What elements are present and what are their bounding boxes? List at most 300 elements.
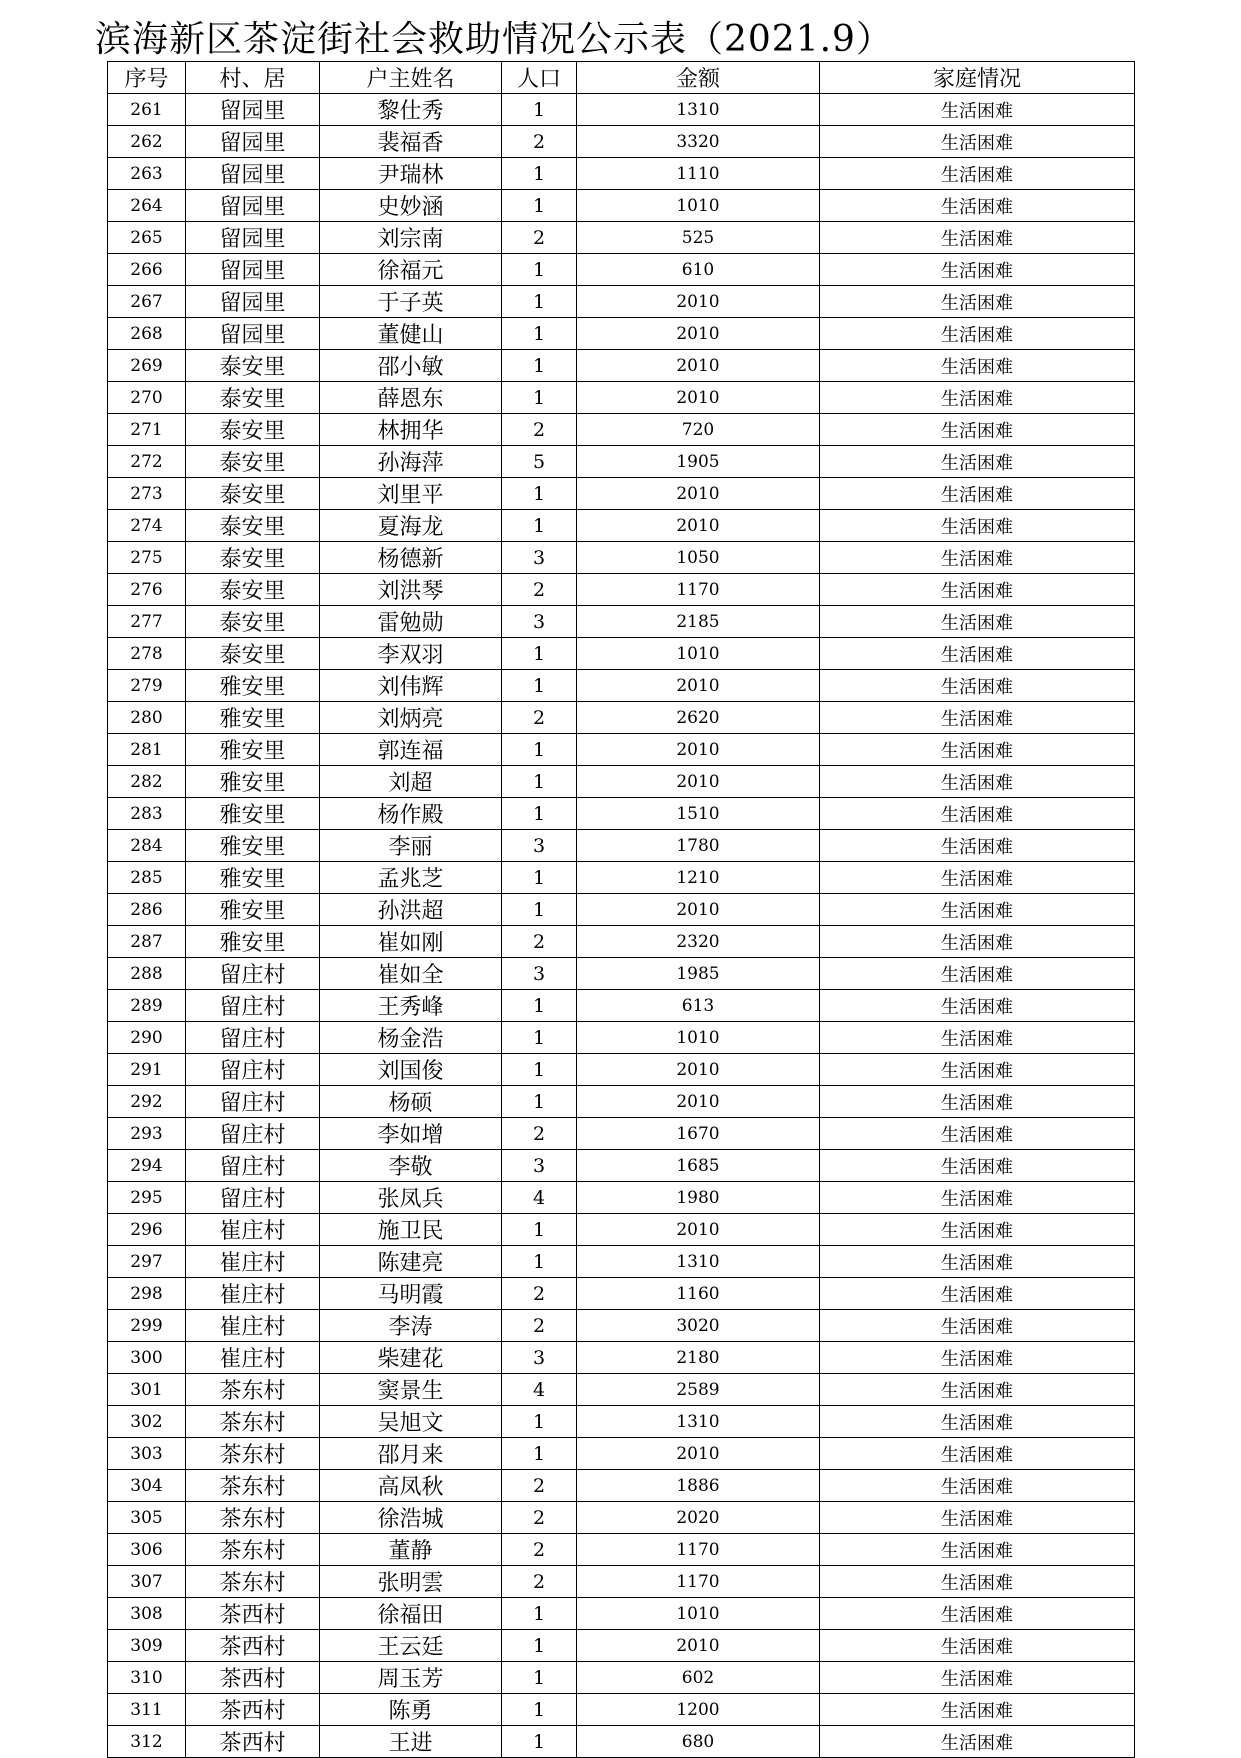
cell-seq: 270 xyxy=(108,382,186,414)
cell-situation: 生活困难 xyxy=(820,542,1135,574)
cell-amount: 525 xyxy=(577,222,820,254)
cell-householder: 柴建花 xyxy=(320,1342,502,1374)
cell-village: 雅安里 xyxy=(186,734,320,766)
cell-village: 泰安里 xyxy=(186,446,320,478)
cell-situation: 生活困难 xyxy=(820,1182,1135,1214)
cell-seq: 284 xyxy=(108,830,186,862)
cell-householder: 刘国俊 xyxy=(320,1054,502,1086)
cell-householder: 孙海萍 xyxy=(320,446,502,478)
cell-seq: 299 xyxy=(108,1310,186,1342)
cell-situation: 生活困难 xyxy=(820,222,1135,254)
cell-village: 留园里 xyxy=(186,94,320,126)
cell-situation: 生活困难 xyxy=(820,894,1135,926)
cell-village: 茶西村 xyxy=(186,1630,320,1662)
cell-population: 1 xyxy=(502,1726,577,1758)
cell-population: 2 xyxy=(502,1278,577,1310)
cell-amount: 2010 xyxy=(577,510,820,542)
cell-population: 1 xyxy=(502,1406,577,1438)
cell-village: 雅安里 xyxy=(186,702,320,734)
table-row xyxy=(108,574,1135,606)
table-row xyxy=(108,126,1135,158)
table-row xyxy=(108,1598,1135,1630)
cell-seq: 293 xyxy=(108,1118,186,1150)
cell-seq: 274 xyxy=(108,510,186,542)
table-row xyxy=(108,1406,1135,1438)
cell-population: 1 xyxy=(502,478,577,510)
table-row xyxy=(108,1662,1135,1694)
cell-amount: 1170 xyxy=(577,1566,820,1598)
cell-seq: 307 xyxy=(108,1566,186,1598)
cell-situation: 生活困难 xyxy=(820,734,1135,766)
table-row xyxy=(108,1246,1135,1278)
cell-householder: 窦景生 xyxy=(320,1374,502,1406)
table-row xyxy=(108,158,1135,190)
table-row xyxy=(108,926,1135,958)
cell-seq: 294 xyxy=(108,1150,186,1182)
cell-village: 茶西村 xyxy=(186,1598,320,1630)
cell-situation: 生活困难 xyxy=(820,1086,1135,1118)
cell-village: 泰安里 xyxy=(186,478,320,510)
table-row xyxy=(108,478,1135,510)
cell-amount: 2010 xyxy=(577,318,820,350)
cell-amount: 2010 xyxy=(577,894,820,926)
table-row xyxy=(108,1502,1135,1534)
table-row xyxy=(108,1278,1135,1310)
cell-householder: 董健山 xyxy=(320,318,502,350)
cell-amount: 720 xyxy=(577,414,820,446)
cell-amount: 2010 xyxy=(577,766,820,798)
cell-village: 雅安里 xyxy=(186,862,320,894)
cell-population: 1 xyxy=(502,1630,577,1662)
cell-situation: 生活困难 xyxy=(820,1598,1135,1630)
cell-situation: 生活困难 xyxy=(820,286,1135,318)
cell-householder: 裴福香 xyxy=(320,126,502,158)
cell-village: 雅安里 xyxy=(186,926,320,958)
cell-village: 泰安里 xyxy=(186,382,320,414)
cell-householder: 林拥华 xyxy=(320,414,502,446)
cell-population: 2 xyxy=(502,222,577,254)
cell-amount: 610 xyxy=(577,254,820,286)
cell-village: 茶东村 xyxy=(186,1470,320,1502)
cell-seq: 297 xyxy=(108,1246,186,1278)
header-situation: 家庭情况 xyxy=(820,62,1135,94)
cell-village: 茶东村 xyxy=(186,1438,320,1470)
header-row xyxy=(108,62,1135,94)
cell-situation: 生活困难 xyxy=(820,478,1135,510)
cell-householder: 刘伟辉 xyxy=(320,670,502,702)
cell-population: 3 xyxy=(502,606,577,638)
cell-village: 留庄村 xyxy=(186,1086,320,1118)
cell-village: 雅安里 xyxy=(186,670,320,702)
table-row xyxy=(108,1118,1135,1150)
cell-householder: 薛恩东 xyxy=(320,382,502,414)
cell-householder: 董静 xyxy=(320,1534,502,1566)
table-row xyxy=(108,1694,1135,1726)
cell-amount: 1200 xyxy=(577,1694,820,1726)
cell-situation: 生活困难 xyxy=(820,1118,1135,1150)
cell-village: 茶西村 xyxy=(186,1662,320,1694)
cell-village: 茶东村 xyxy=(186,1406,320,1438)
cell-village: 留庄村 xyxy=(186,1182,320,1214)
cell-amount: 1905 xyxy=(577,446,820,478)
cell-householder: 郭连福 xyxy=(320,734,502,766)
cell-situation: 生活困难 xyxy=(820,446,1135,478)
cell-amount: 2010 xyxy=(577,350,820,382)
cell-population: 1 xyxy=(502,382,577,414)
cell-householder: 李如增 xyxy=(320,1118,502,1150)
cell-population: 1 xyxy=(502,1054,577,1086)
cell-population: 2 xyxy=(502,1566,577,1598)
cell-amount: 2010 xyxy=(577,286,820,318)
cell-seq: 264 xyxy=(108,190,186,222)
cell-situation: 生活困难 xyxy=(820,414,1135,446)
cell-situation: 生活困难 xyxy=(820,1566,1135,1598)
header-amount: 金额 xyxy=(577,62,820,94)
table-row xyxy=(108,1374,1135,1406)
cell-householder: 崔如刚 xyxy=(320,926,502,958)
table-row xyxy=(108,446,1135,478)
cell-householder: 于子英 xyxy=(320,286,502,318)
cell-population: 1 xyxy=(502,766,577,798)
table-row xyxy=(108,1726,1135,1758)
cell-amount: 1310 xyxy=(577,1406,820,1438)
cell-situation: 生活困难 xyxy=(820,1406,1135,1438)
table-row xyxy=(108,1438,1135,1470)
cell-amount: 2010 xyxy=(577,382,820,414)
cell-amount: 1050 xyxy=(577,542,820,574)
cell-seq: 303 xyxy=(108,1438,186,1470)
cell-village: 留庄村 xyxy=(186,1022,320,1054)
cell-seq: 300 xyxy=(108,1342,186,1374)
table-row xyxy=(108,734,1135,766)
cell-seq: 305 xyxy=(108,1502,186,1534)
cell-village: 留园里 xyxy=(186,222,320,254)
cell-householder: 李敬 xyxy=(320,1150,502,1182)
cell-situation: 生活困难 xyxy=(820,126,1135,158)
cell-village: 留庄村 xyxy=(186,1054,320,1086)
table-row xyxy=(108,510,1135,542)
cell-population: 1 xyxy=(502,1086,577,1118)
cell-population: 1 xyxy=(502,1694,577,1726)
cell-householder: 邵月来 xyxy=(320,1438,502,1470)
cell-village: 留园里 xyxy=(186,158,320,190)
cell-situation: 生活困难 xyxy=(820,1342,1135,1374)
cell-householder: 李涛 xyxy=(320,1310,502,1342)
table-row xyxy=(108,638,1135,670)
cell-village: 泰安里 xyxy=(186,350,320,382)
cell-seq: 287 xyxy=(108,926,186,958)
cell-situation: 生活困难 xyxy=(820,1150,1135,1182)
cell-situation: 生活困难 xyxy=(820,766,1135,798)
cell-householder: 高凤秋 xyxy=(320,1470,502,1502)
cell-population: 3 xyxy=(502,542,577,574)
cell-situation: 生活困难 xyxy=(820,926,1135,958)
cell-population: 1 xyxy=(502,1246,577,1278)
cell-population: 1 xyxy=(502,286,577,318)
cell-householder: 周玉芳 xyxy=(320,1662,502,1694)
cell-population: 1 xyxy=(502,1598,577,1630)
cell-situation: 生活困难 xyxy=(820,606,1135,638)
table-row xyxy=(108,766,1135,798)
cell-amount: 2589 xyxy=(577,1374,820,1406)
cell-householder: 尹瑞林 xyxy=(320,158,502,190)
cell-population: 1 xyxy=(502,670,577,702)
table-row xyxy=(108,1150,1135,1182)
table-row xyxy=(108,414,1135,446)
cell-situation: 生活困难 xyxy=(820,382,1135,414)
cell-situation: 生活困难 xyxy=(820,958,1135,990)
cell-situation: 生活困难 xyxy=(820,990,1135,1022)
cell-amount: 1310 xyxy=(577,94,820,126)
table-row xyxy=(108,1470,1135,1502)
header-village: 村、居 xyxy=(186,62,320,94)
table-row xyxy=(108,382,1135,414)
cell-seq: 296 xyxy=(108,1214,186,1246)
cell-amount: 2180 xyxy=(577,1342,820,1374)
cell-householder: 吴旭文 xyxy=(320,1406,502,1438)
cell-householder: 孟兆芝 xyxy=(320,862,502,894)
cell-village: 泰安里 xyxy=(186,574,320,606)
cell-village: 茶东村 xyxy=(186,1534,320,1566)
cell-situation: 生活困难 xyxy=(820,1310,1135,1342)
cell-population: 2 xyxy=(502,926,577,958)
cell-householder: 史妙涵 xyxy=(320,190,502,222)
cell-householder: 徐福田 xyxy=(320,1598,502,1630)
cell-seq: 301 xyxy=(108,1374,186,1406)
cell-population: 1 xyxy=(502,734,577,766)
cell-population: 3 xyxy=(502,1342,577,1374)
table-row xyxy=(108,702,1135,734)
cell-situation: 生活困难 xyxy=(820,702,1135,734)
cell-village: 泰安里 xyxy=(186,606,320,638)
cell-village: 茶西村 xyxy=(186,1726,320,1758)
cell-population: 1 xyxy=(502,510,577,542)
cell-situation: 生活困难 xyxy=(820,1726,1135,1758)
cell-village: 留园里 xyxy=(186,318,320,350)
cell-situation: 生活困难 xyxy=(820,94,1135,126)
cell-population: 1 xyxy=(502,894,577,926)
cell-population: 1 xyxy=(502,350,577,382)
cell-population: 1 xyxy=(502,990,577,1022)
cell-householder: 施卫民 xyxy=(320,1214,502,1246)
cell-seq: 269 xyxy=(108,350,186,382)
cell-population: 1 xyxy=(502,158,577,190)
cell-population: 1 xyxy=(502,1214,577,1246)
cell-population: 1 xyxy=(502,1662,577,1694)
cell-seq: 309 xyxy=(108,1630,186,1662)
cell-seq: 277 xyxy=(108,606,186,638)
cell-seq: 295 xyxy=(108,1182,186,1214)
table-row xyxy=(108,1310,1135,1342)
cell-seq: 290 xyxy=(108,1022,186,1054)
cell-village: 泰安里 xyxy=(186,542,320,574)
table-row xyxy=(108,958,1135,990)
cell-population: 2 xyxy=(502,1118,577,1150)
cell-householder: 黎仕秀 xyxy=(320,94,502,126)
cell-situation: 生活困难 xyxy=(820,190,1135,222)
cell-village: 泰安里 xyxy=(186,414,320,446)
cell-village: 雅安里 xyxy=(186,894,320,926)
cell-amount: 3320 xyxy=(577,126,820,158)
cell-village: 留园里 xyxy=(186,190,320,222)
cell-amount: 1010 xyxy=(577,190,820,222)
cell-amount: 1160 xyxy=(577,1278,820,1310)
cell-amount: 2010 xyxy=(577,1438,820,1470)
relief-table xyxy=(107,61,1135,1758)
cell-population: 2 xyxy=(502,1502,577,1534)
cell-village: 茶东村 xyxy=(186,1502,320,1534)
cell-situation: 生活困难 xyxy=(820,1694,1135,1726)
cell-amount: 613 xyxy=(577,990,820,1022)
cell-amount: 1170 xyxy=(577,1534,820,1566)
cell-amount: 2620 xyxy=(577,702,820,734)
cell-householder: 刘宗南 xyxy=(320,222,502,254)
cell-seq: 282 xyxy=(108,766,186,798)
cell-amount: 602 xyxy=(577,1662,820,1694)
cell-population: 2 xyxy=(502,702,577,734)
cell-amount: 2320 xyxy=(577,926,820,958)
cell-population: 2 xyxy=(502,414,577,446)
header-householder: 户主姓名 xyxy=(320,62,502,94)
table-row xyxy=(108,1182,1135,1214)
table-row xyxy=(108,190,1135,222)
cell-amount: 2010 xyxy=(577,670,820,702)
cell-householder: 张明雲 xyxy=(320,1566,502,1598)
cell-situation: 生活困难 xyxy=(820,254,1135,286)
cell-amount: 2010 xyxy=(577,1214,820,1246)
cell-situation: 生活困难 xyxy=(820,1278,1135,1310)
cell-population: 1 xyxy=(502,190,577,222)
cell-village: 崔庄村 xyxy=(186,1310,320,1342)
cell-seq: 292 xyxy=(108,1086,186,1118)
cell-householder: 王秀峰 xyxy=(320,990,502,1022)
cell-seq: 298 xyxy=(108,1278,186,1310)
cell-householder: 徐浩城 xyxy=(320,1502,502,1534)
cell-householder: 雷勉勋 xyxy=(320,606,502,638)
cell-seq: 278 xyxy=(108,638,186,670)
cell-village: 泰安里 xyxy=(186,638,320,670)
cell-population: 2 xyxy=(502,1534,577,1566)
cell-village: 留庄村 xyxy=(186,1118,320,1150)
cell-amount: 1685 xyxy=(577,1150,820,1182)
cell-situation: 生活困难 xyxy=(820,798,1135,830)
cell-householder: 陈建亮 xyxy=(320,1246,502,1278)
cell-population: 1 xyxy=(502,94,577,126)
cell-situation: 生活困难 xyxy=(820,1374,1135,1406)
cell-seq: 283 xyxy=(108,798,186,830)
cell-amount: 1210 xyxy=(577,862,820,894)
cell-amount: 1985 xyxy=(577,958,820,990)
cell-population: 3 xyxy=(502,1150,577,1182)
cell-seq: 304 xyxy=(108,1470,186,1502)
cell-seq: 261 xyxy=(108,94,186,126)
cell-situation: 生活困难 xyxy=(820,670,1135,702)
cell-population: 1 xyxy=(502,318,577,350)
cell-population: 2 xyxy=(502,574,577,606)
cell-householder: 刘里平 xyxy=(320,478,502,510)
cell-situation: 生活困难 xyxy=(820,862,1135,894)
cell-seq: 273 xyxy=(108,478,186,510)
cell-amount: 1886 xyxy=(577,1470,820,1502)
cell-village: 茶东村 xyxy=(186,1374,320,1406)
table-row xyxy=(108,862,1135,894)
cell-population: 5 xyxy=(502,446,577,478)
cell-seq: 276 xyxy=(108,574,186,606)
table-row xyxy=(108,1214,1135,1246)
cell-situation: 生活困难 xyxy=(820,1534,1135,1566)
cell-amount: 1010 xyxy=(577,638,820,670)
table-row xyxy=(108,350,1135,382)
cell-situation: 生活困难 xyxy=(820,1470,1135,1502)
cell-seq: 306 xyxy=(108,1534,186,1566)
cell-seq: 267 xyxy=(108,286,186,318)
cell-population: 2 xyxy=(502,126,577,158)
table-row xyxy=(108,1630,1135,1662)
cell-amount: 1670 xyxy=(577,1118,820,1150)
cell-amount: 2010 xyxy=(577,1630,820,1662)
cell-village: 留庄村 xyxy=(186,990,320,1022)
cell-situation: 生活困难 xyxy=(820,158,1135,190)
cell-householder: 李丽 xyxy=(320,830,502,862)
cell-village: 崔庄村 xyxy=(186,1214,320,1246)
cell-situation: 生活困难 xyxy=(820,1502,1135,1534)
cell-householder: 夏海龙 xyxy=(320,510,502,542)
header-population: 人口 xyxy=(502,62,577,94)
cell-population: 4 xyxy=(502,1182,577,1214)
cell-situation: 生活困难 xyxy=(820,1054,1135,1086)
cell-householder: 李双羽 xyxy=(320,638,502,670)
cell-population: 1 xyxy=(502,1022,577,1054)
cell-householder: 杨硕 xyxy=(320,1086,502,1118)
cell-population: 3 xyxy=(502,958,577,990)
cell-amount: 1980 xyxy=(577,1182,820,1214)
cell-householder: 王进 xyxy=(320,1726,502,1758)
table-row xyxy=(108,1534,1135,1566)
cell-amount: 2010 xyxy=(577,478,820,510)
cell-situation: 生活困难 xyxy=(820,574,1135,606)
cell-situation: 生活困难 xyxy=(820,1246,1135,1278)
cell-situation: 生活困难 xyxy=(820,510,1135,542)
cell-village: 留园里 xyxy=(186,286,320,318)
cell-householder: 邵小敏 xyxy=(320,350,502,382)
cell-amount: 2185 xyxy=(577,606,820,638)
cell-amount: 1510 xyxy=(577,798,820,830)
cell-householder: 杨德新 xyxy=(320,542,502,574)
cell-population: 3 xyxy=(502,830,577,862)
cell-amount: 2010 xyxy=(577,1086,820,1118)
cell-situation: 生活困难 xyxy=(820,830,1135,862)
table-row xyxy=(108,894,1135,926)
table-row xyxy=(108,798,1135,830)
table-row xyxy=(108,542,1135,574)
table-row xyxy=(108,670,1135,702)
table-body xyxy=(108,94,1135,1758)
cell-householder: 杨金浩 xyxy=(320,1022,502,1054)
table-row xyxy=(108,254,1135,286)
table-row xyxy=(108,990,1135,1022)
table-row xyxy=(108,318,1135,350)
cell-village: 茶东村 xyxy=(186,1566,320,1598)
table-row xyxy=(108,606,1135,638)
cell-population: 1 xyxy=(502,1438,577,1470)
cell-situation: 生活困难 xyxy=(820,1438,1135,1470)
cell-village: 泰安里 xyxy=(186,510,320,542)
cell-householder: 陈勇 xyxy=(320,1694,502,1726)
cell-seq: 310 xyxy=(108,1662,186,1694)
cell-seq: 291 xyxy=(108,1054,186,1086)
table-row xyxy=(108,222,1135,254)
cell-amount: 2010 xyxy=(577,1054,820,1086)
